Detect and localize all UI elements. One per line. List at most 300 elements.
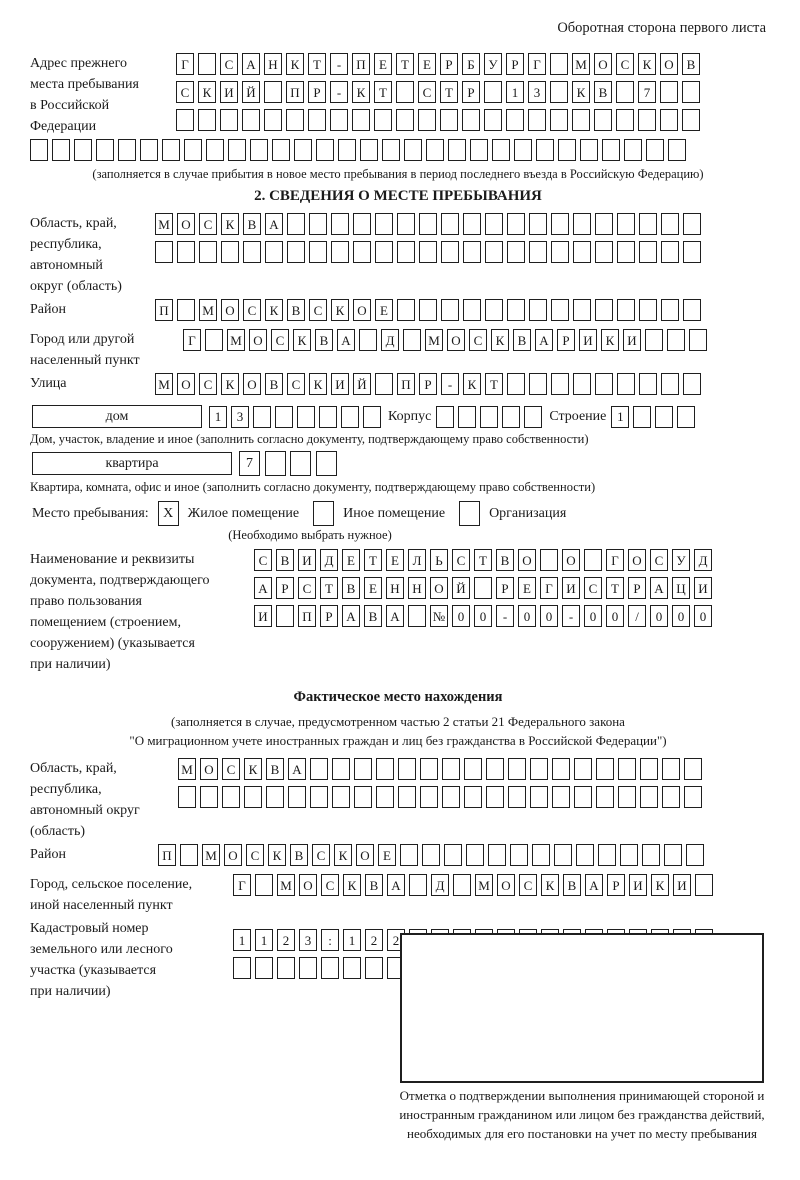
char-cell[interactable]: 0 [540, 605, 558, 627]
char-cell[interactable] [297, 406, 315, 428]
char-cell[interactable] [595, 299, 613, 321]
char-cell[interactable] [398, 758, 416, 780]
char-cell[interactable] [486, 758, 504, 780]
char-cell[interactable] [552, 786, 570, 808]
char-cell[interactable]: Р [557, 329, 575, 351]
char-cell[interactable]: Т [374, 81, 392, 103]
char-cell[interactable] [684, 786, 702, 808]
char-cell[interactable] [551, 299, 569, 321]
char-cell[interactable]: В [513, 329, 531, 351]
char-cell[interactable]: М [425, 329, 443, 351]
char-cell[interactable] [308, 109, 326, 131]
char-cell[interactable] [309, 213, 327, 235]
char-cell[interactable]: Д [381, 329, 399, 351]
char-cell[interactable] [667, 329, 685, 351]
char-cell[interactable]: 0 [584, 605, 602, 627]
document-grid-row-1[interactable] [254, 549, 716, 571]
char-cell[interactable]: К [331, 299, 349, 321]
char-cell[interactable] [255, 874, 273, 896]
char-cell[interactable] [660, 109, 678, 131]
char-cell[interactable] [309, 241, 327, 263]
char-cell[interactable]: 3 [528, 81, 546, 103]
char-cell[interactable]: И [629, 874, 647, 896]
korpus-cells[interactable] [436, 406, 546, 428]
char-cell[interactable] [176, 109, 194, 131]
char-cell[interactable]: А [265, 213, 283, 235]
char-cell[interactable] [646, 139, 664, 161]
char-cell[interactable]: В [342, 577, 360, 599]
char-cell[interactable] [404, 139, 422, 161]
char-cell[interactable]: С [176, 81, 194, 103]
char-cell[interactable] [287, 241, 305, 263]
char-cell[interactable]: А [650, 577, 668, 599]
char-cell[interactable]: А [254, 577, 272, 599]
char-cell[interactable]: 0 [474, 605, 492, 627]
char-cell[interactable] [374, 109, 392, 131]
char-cell[interactable] [52, 139, 70, 161]
char-cell[interactable] [426, 139, 444, 161]
char-cell[interactable]: В [276, 549, 294, 571]
char-cell[interactable]: В [265, 373, 283, 395]
char-cell[interactable] [617, 213, 635, 235]
char-cell[interactable] [660, 81, 678, 103]
char-cell[interactable] [616, 81, 634, 103]
char-cell[interactable] [554, 844, 572, 866]
char-cell[interactable] [398, 786, 416, 808]
char-cell[interactable] [617, 241, 635, 263]
stay-type-checkbox[interactable] [459, 501, 480, 526]
char-cell[interactable]: И [694, 577, 712, 599]
char-cell[interactable] [485, 241, 503, 263]
char-cell[interactable]: С [452, 549, 470, 571]
char-cell[interactable]: О [497, 874, 515, 896]
char-cell[interactable]: И [623, 329, 641, 351]
char-cell[interactable]: К [293, 329, 311, 351]
char-cell[interactable]: Р [308, 81, 326, 103]
char-cell[interactable] [442, 786, 460, 808]
char-cell[interactable]: 1 [611, 406, 629, 428]
char-cell[interactable]: С [312, 844, 330, 866]
char-cell[interactable]: Е [378, 844, 396, 866]
char-cell[interactable]: Р [419, 373, 437, 395]
char-cell[interactable]: К [286, 53, 304, 75]
char-cell[interactable]: 1 [209, 406, 227, 428]
apartment-cells[interactable] [239, 451, 341, 476]
char-cell[interactable] [662, 786, 680, 808]
char-cell[interactable]: Ц [672, 577, 690, 599]
char-cell[interactable]: Г [233, 874, 251, 896]
city-actual-grid-row[interactable] [233, 874, 717, 896]
region-actual-grid-row-2[interactable] [178, 786, 706, 808]
char-cell[interactable] [359, 329, 377, 351]
char-cell[interactable] [595, 213, 613, 235]
char-cell[interactable] [272, 139, 290, 161]
char-cell[interactable]: О [628, 549, 646, 571]
char-cell[interactable] [463, 213, 481, 235]
char-cell[interactable]: В [682, 53, 700, 75]
char-cell[interactable]: М [475, 874, 493, 896]
char-cell[interactable]: С [222, 758, 240, 780]
char-cell[interactable] [620, 844, 638, 866]
char-cell[interactable] [448, 139, 466, 161]
char-cell[interactable] [250, 139, 268, 161]
char-cell[interactable]: 0 [672, 605, 690, 627]
char-cell[interactable] [617, 299, 635, 321]
document-grid-row-3[interactable] [254, 605, 716, 627]
char-cell[interactable] [155, 241, 173, 263]
char-cell[interactable] [596, 786, 614, 808]
char-cell[interactable] [551, 373, 569, 395]
char-cell[interactable]: 2 [277, 929, 295, 951]
char-cell[interactable]: К [265, 299, 283, 321]
char-cell[interactable] [444, 844, 462, 866]
char-cell[interactable] [655, 406, 673, 428]
char-cell[interactable] [574, 786, 592, 808]
char-cell[interactable]: С [616, 53, 634, 75]
char-cell[interactable]: 1 [255, 929, 273, 951]
char-cell[interactable] [321, 957, 339, 979]
char-cell[interactable]: М [155, 373, 173, 395]
char-cell[interactable] [572, 109, 590, 131]
char-cell[interactable] [595, 373, 613, 395]
char-cell[interactable] [618, 786, 636, 808]
char-cell[interactable] [550, 109, 568, 131]
char-cell[interactable]: М [202, 844, 220, 866]
char-cell[interactable]: Т [320, 577, 338, 599]
char-cell[interactable] [264, 109, 282, 131]
char-cell[interactable] [206, 139, 224, 161]
char-cell[interactable] [480, 406, 498, 428]
prev-address-grid-row-1[interactable] [176, 53, 704, 75]
char-cell[interactable]: С [271, 329, 289, 351]
char-cell[interactable] [530, 786, 548, 808]
char-cell[interactable]: Г [606, 549, 624, 571]
char-cell[interactable] [310, 758, 328, 780]
prev-address-grid-row-4[interactable] [30, 139, 766, 161]
char-cell[interactable] [180, 844, 198, 866]
char-cell[interactable]: К [541, 874, 559, 896]
char-cell[interactable] [420, 758, 438, 780]
char-cell[interactable] [695, 874, 713, 896]
char-cell[interactable] [576, 844, 594, 866]
char-cell[interactable] [264, 81, 282, 103]
char-cell[interactable] [330, 109, 348, 131]
char-cell[interactable]: Р [320, 605, 338, 627]
char-cell[interactable]: П [286, 81, 304, 103]
char-cell[interactable]: И [562, 577, 580, 599]
char-cell[interactable]: Т [474, 549, 492, 571]
char-cell[interactable]: С [287, 373, 305, 395]
char-cell[interactable] [332, 758, 350, 780]
char-cell[interactable]: А [386, 605, 404, 627]
char-cell[interactable]: 0 [518, 605, 536, 627]
char-cell[interactable] [316, 451, 337, 476]
char-cell[interactable] [524, 406, 542, 428]
char-cell[interactable] [510, 844, 528, 866]
char-cell[interactable]: Г [183, 329, 201, 351]
char-cell[interactable]: 0 [694, 605, 712, 627]
char-cell[interactable] [458, 406, 476, 428]
char-cell[interactable]: С [418, 81, 436, 103]
char-cell[interactable]: В [290, 844, 308, 866]
char-cell[interactable]: С [584, 577, 602, 599]
char-cell[interactable] [409, 874, 427, 896]
char-cell[interactable] [360, 139, 378, 161]
char-cell[interactable]: О [221, 299, 239, 321]
char-cell[interactable]: 2 [387, 929, 405, 951]
char-cell[interactable] [310, 786, 328, 808]
char-cell[interactable]: О [243, 373, 261, 395]
char-cell[interactable]: У [672, 549, 690, 571]
char-cell[interactable]: А [342, 605, 360, 627]
char-cell[interactable]: К [352, 81, 370, 103]
char-cell[interactable]: № [430, 605, 448, 627]
region-actual-grid-row-1[interactable] [178, 758, 706, 780]
char-cell[interactable] [633, 406, 651, 428]
char-cell[interactable] [686, 844, 704, 866]
char-cell[interactable] [580, 139, 598, 161]
char-cell[interactable] [365, 957, 383, 979]
char-cell[interactable]: В [594, 81, 612, 103]
char-cell[interactable]: К [221, 373, 239, 395]
char-cell[interactable] [540, 549, 558, 571]
char-cell[interactable] [375, 213, 393, 235]
char-cell[interactable]: Р [440, 53, 458, 75]
char-cell[interactable]: О [660, 53, 678, 75]
stay-type-checkbox[interactable] [313, 501, 334, 526]
char-cell[interactable] [408, 605, 426, 627]
char-cell[interactable] [375, 373, 393, 395]
char-cell[interactable]: Е [364, 577, 382, 599]
char-cell[interactable]: Т [485, 373, 503, 395]
char-cell[interactable]: А [242, 53, 260, 75]
char-cell[interactable] [294, 139, 312, 161]
char-cell[interactable] [353, 213, 371, 235]
char-cell[interactable]: О [299, 874, 317, 896]
char-cell[interactable]: - [496, 605, 514, 627]
district-grid-row[interactable] [155, 299, 705, 321]
char-cell[interactable] [419, 213, 437, 235]
char-cell[interactable]: Н [386, 577, 404, 599]
char-cell[interactable]: - [330, 81, 348, 103]
char-cell[interactable] [177, 299, 195, 321]
char-cell[interactable]: А [585, 874, 603, 896]
char-cell[interactable] [616, 109, 634, 131]
char-cell[interactable] [508, 758, 526, 780]
char-cell[interactable] [682, 109, 700, 131]
char-cell[interactable] [253, 406, 271, 428]
char-cell[interactable] [485, 213, 503, 235]
char-cell[interactable] [529, 373, 547, 395]
char-cell[interactable] [338, 139, 356, 161]
char-cell[interactable] [376, 786, 394, 808]
char-cell[interactable]: К [221, 213, 239, 235]
char-cell[interactable]: О [447, 329, 465, 351]
char-cell[interactable]: В [315, 329, 333, 351]
char-cell[interactable] [529, 299, 547, 321]
char-cell[interactable] [573, 213, 591, 235]
char-cell[interactable] [299, 957, 317, 979]
char-cell[interactable] [584, 549, 602, 571]
char-cell[interactable] [316, 139, 334, 161]
char-cell[interactable] [550, 53, 568, 75]
char-cell[interactable]: П [158, 844, 176, 866]
char-cell[interactable]: О [562, 549, 580, 571]
char-cell[interactable]: М [155, 213, 173, 235]
char-cell[interactable] [287, 213, 305, 235]
char-cell[interactable]: Т [308, 53, 326, 75]
char-cell[interactable] [661, 373, 679, 395]
char-cell[interactable] [664, 844, 682, 866]
char-cell[interactable] [486, 786, 504, 808]
char-cell[interactable] [507, 213, 525, 235]
char-cell[interactable] [266, 786, 284, 808]
char-cell[interactable] [222, 786, 240, 808]
char-cell[interactable] [140, 139, 158, 161]
char-cell[interactable]: Р [496, 577, 514, 599]
char-cell[interactable]: И [220, 81, 238, 103]
char-cell[interactable] [573, 373, 591, 395]
char-cell[interactable] [574, 758, 592, 780]
char-cell[interactable] [220, 109, 238, 131]
char-cell[interactable]: Т [396, 53, 414, 75]
char-cell[interactable]: Д [694, 549, 712, 571]
char-cell[interactable]: Р [607, 874, 625, 896]
char-cell[interactable]: Е [386, 549, 404, 571]
char-cell[interactable] [661, 299, 679, 321]
char-cell[interactable]: О [249, 329, 267, 351]
char-cell[interactable] [638, 109, 656, 131]
char-cell[interactable]: И [331, 373, 349, 395]
char-cell[interactable]: О [356, 844, 374, 866]
char-cell[interactable]: М [199, 299, 217, 321]
char-cell[interactable] [488, 844, 506, 866]
char-cell[interactable] [683, 373, 701, 395]
char-cell[interactable]: В [496, 549, 514, 571]
char-cell[interactable] [198, 53, 216, 75]
char-cell[interactable]: С [243, 299, 261, 321]
char-cell[interactable]: М [277, 874, 295, 896]
char-cell[interactable] [96, 139, 114, 161]
char-cell[interactable] [397, 241, 415, 263]
char-cell[interactable]: П [397, 373, 415, 395]
char-cell[interactable] [529, 213, 547, 235]
char-cell[interactable]: Е [375, 299, 393, 321]
char-cell[interactable] [396, 109, 414, 131]
char-cell[interactable]: Е [342, 549, 360, 571]
char-cell[interactable]: С [519, 874, 537, 896]
char-cell[interactable] [466, 844, 484, 866]
char-cell[interactable] [242, 109, 260, 131]
char-cell[interactable]: П [352, 53, 370, 75]
char-cell[interactable]: К [638, 53, 656, 75]
char-cell[interactable] [595, 241, 613, 263]
char-cell[interactable]: Т [364, 549, 382, 571]
char-cell[interactable]: С [469, 329, 487, 351]
char-cell[interactable]: Т [606, 577, 624, 599]
char-cell[interactable] [668, 139, 686, 161]
char-cell[interactable] [442, 758, 460, 780]
char-cell[interactable] [639, 299, 657, 321]
char-cell[interactable] [507, 373, 525, 395]
char-cell[interactable]: В [243, 213, 261, 235]
char-cell[interactable]: О [430, 577, 448, 599]
char-cell[interactable] [507, 299, 525, 321]
char-cell[interactable] [508, 786, 526, 808]
char-cell[interactable] [484, 81, 502, 103]
char-cell[interactable]: В [266, 758, 284, 780]
char-cell[interactable] [74, 139, 92, 161]
char-cell[interactable] [596, 758, 614, 780]
char-cell[interactable]: В [364, 605, 382, 627]
char-cell[interactable] [382, 139, 400, 161]
char-cell[interactable]: И [673, 874, 691, 896]
char-cell[interactable] [662, 758, 680, 780]
char-cell[interactable]: Г [540, 577, 558, 599]
char-cell[interactable]: 3 [299, 929, 317, 951]
char-cell[interactable]: В [287, 299, 305, 321]
char-cell[interactable] [661, 241, 679, 263]
char-cell[interactable]: М [178, 758, 196, 780]
char-cell[interactable] [506, 109, 524, 131]
char-cell[interactable]: М [227, 329, 245, 351]
char-cell[interactable] [573, 299, 591, 321]
char-cell[interactable] [507, 241, 525, 263]
char-cell[interactable]: О [594, 53, 612, 75]
char-cell[interactable] [529, 241, 547, 263]
char-cell[interactable] [436, 406, 454, 428]
char-cell[interactable]: А [387, 874, 405, 896]
char-cell[interactable]: - [441, 373, 459, 395]
stroenie-cells[interactable] [611, 406, 699, 428]
char-cell[interactable]: Д [431, 874, 449, 896]
char-cell[interactable] [485, 299, 503, 321]
char-cell[interactable] [331, 213, 349, 235]
char-cell[interactable]: К [463, 373, 481, 395]
char-cell[interactable]: - [562, 605, 580, 627]
char-cell[interactable] [440, 109, 458, 131]
char-cell[interactable] [573, 241, 591, 263]
char-cell[interactable] [462, 109, 480, 131]
char-cell[interactable]: 0 [452, 605, 470, 627]
char-cell[interactable]: К [651, 874, 669, 896]
document-grid-row-2[interactable] [254, 577, 716, 599]
char-cell[interactable]: С [650, 549, 668, 571]
char-cell[interactable] [375, 241, 393, 263]
char-cell[interactable] [551, 213, 569, 235]
char-cell[interactable]: Н [264, 53, 282, 75]
char-cell[interactable]: Й [353, 373, 371, 395]
char-cell[interactable]: С [298, 577, 316, 599]
char-cell[interactable]: К [244, 758, 262, 780]
prev-address-grid-row-3[interactable] [176, 109, 704, 131]
char-cell[interactable] [422, 844, 440, 866]
char-cell[interactable] [354, 758, 372, 780]
char-cell[interactable] [352, 109, 370, 131]
char-cell[interactable]: К [198, 81, 216, 103]
char-cell[interactable]: С [309, 299, 327, 321]
char-cell[interactable]: 0 [606, 605, 624, 627]
char-cell[interactable] [470, 139, 488, 161]
char-cell[interactable] [420, 786, 438, 808]
char-cell[interactable] [288, 786, 306, 808]
char-cell[interactable]: Т [440, 81, 458, 103]
char-cell[interactable] [530, 758, 548, 780]
char-cell[interactable]: Е [418, 53, 436, 75]
char-cell[interactable] [184, 139, 202, 161]
char-cell[interactable] [277, 957, 295, 979]
char-cell[interactable]: Н [408, 577, 426, 599]
